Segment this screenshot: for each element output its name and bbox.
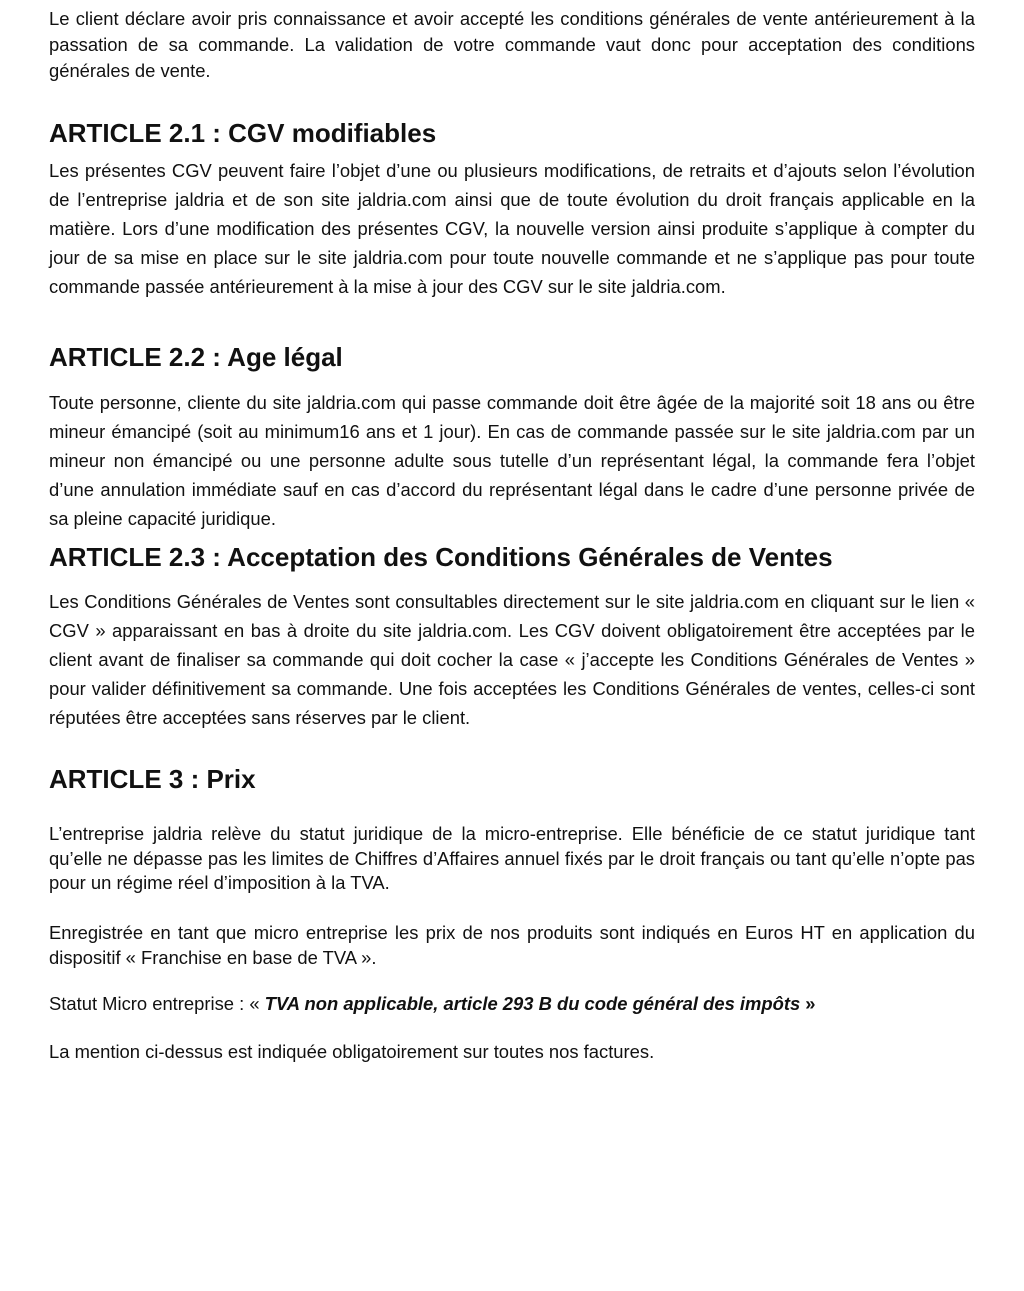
article-2-1-title: ARTICLE 2.1 : CGV modifiables (49, 118, 437, 148)
tva-mention: TVA non applicable, article 293 B du code général des impôts (264, 993, 801, 1014)
article-3-paragraph-1: L’entreprise jaldria relève du statut juridique de la micro-entreprise. Elle bénéficie de ce statut juridique tant qu’elle ne dépasse pas les limites de Chiffres d’Affaires annuel fixés par le droit français ou tant qu’elle n’opte pas pour un régime réel d’imposition à la TVA. (49, 823, 975, 893)
statut-line (49, 992, 975, 1017)
article-3-paragraph-4: La mention ci-dessus est indiquée obligatoirement sur toutes nos factures. (49, 1041, 655, 1062)
statut-close: » (800, 993, 816, 1014)
article-2-2-title: ARTICLE 2.2 : Age légal (49, 342, 343, 372)
statut-label: Statut Micro entreprise : « (49, 993, 265, 1014)
article-3-title: ARTICLE 3 : Prix (49, 764, 256, 794)
intro-paragraph: Le client déclare avoir pris connaissance et avoir accepté les conditions générales de vente antérieurement à la passation de sa commande. La validation de votre commande vaut donc pour acceptation des conditions générales de vente. (49, 8, 975, 81)
article-2-1-body: Les présentes CGV peuvent faire l’objet d’une ou plusieurs modifications, de retraits et d’ajouts selon l’évolution de l’entreprise jaldria et de son site jaldria.com ainsi que de toute évolution du droit français applicable en la matière. Lors d’une modification des présentes CGV, la nouvelle version ainsi produite s’applique à compter du jour de sa mise en place sur le site jaldria.com pour toute nouvelle commande et ne s’applique pas pour toute commande passée antérieurement à la mise à jour des CGV sur le site jaldria.com. (49, 160, 975, 297)
article-2-3-body: Les Conditions Générales de Ventes sont consultables directement sur le site jaldria.com en cliquant sur le lien « CGV » apparaissant en bas à droite du site jaldria.com. Les CGV doivent obligatoirement être acceptées par le client avant de finaliser sa commande qui doit cocher la case « j’accepte les Conditions Générales de Ventes » pour valider définitivement sa commande. Une fois acceptées les Conditions Générales de ventes, celles-ci sont réputées être acceptées sans réserves par le client. (49, 591, 975, 728)
article-2-2-body: Toute personne, cliente du site jaldria.com qui passe commande doit être âgée de la majorité soit 18 ans ou être mineur émancipé (soit au minimum16 ans et 1 jour). En cas de commande passée sur le site jaldria.com par un mineur non émancipé ou une personne adulte sous tutelle d’un représentant légal, la commande fera l’objet d’une annulation immédiate sauf en cas d’accord du représentant légal dans le cadre d’une personne privée de sa pleine capacité juridique. (49, 392, 975, 529)
article-3-paragraph-2: Enregistrée en tant que micro entreprise les prix de nos produits sont indiqués en Euros HT en application du dispositif « Franchise en base de TVA ». (49, 922, 975, 968)
article-2-3-title: ARTICLE 2.3 : Acceptation des Conditions Générales de Ventes (49, 542, 833, 572)
